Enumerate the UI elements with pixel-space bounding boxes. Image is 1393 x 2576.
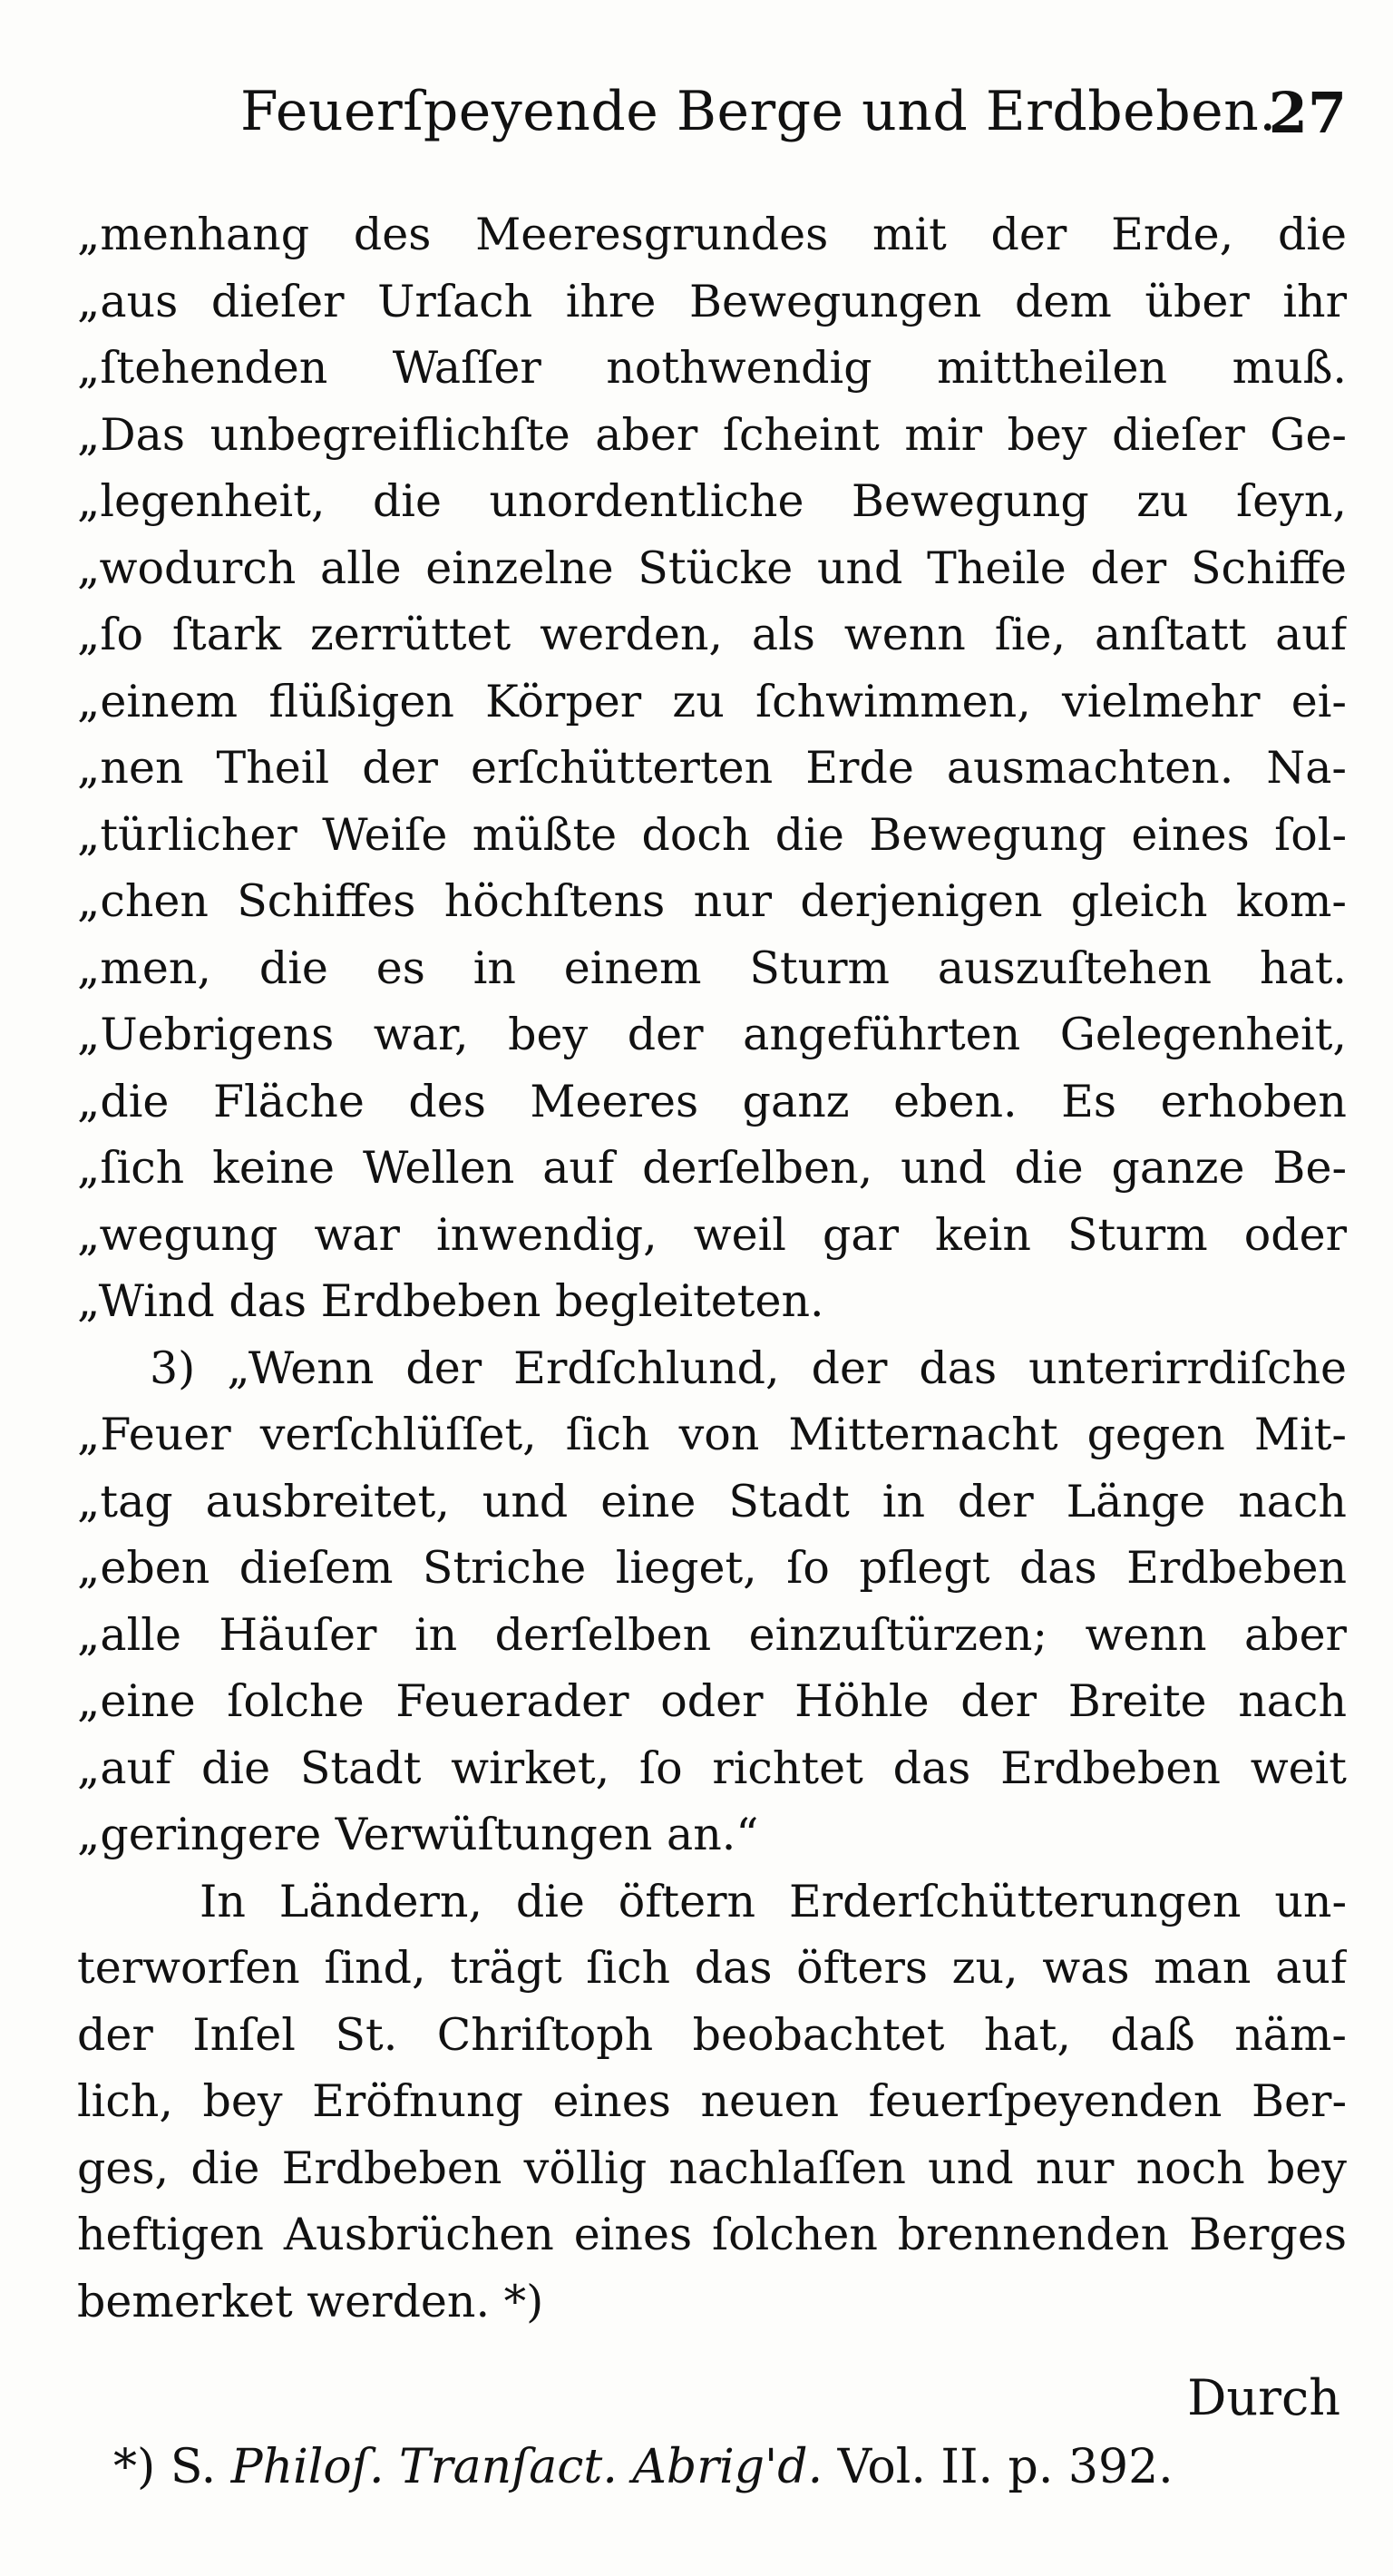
text-line: „ſich keine Wellen auf derſelben, und die ganze Be- xyxy=(77,1142,1347,1194)
text-line: bemerket werden. *) xyxy=(77,2275,544,2327)
text-line: „Uebrigens war, bey der angeführten Gelegenheit, xyxy=(77,1009,1347,1060)
text-line: „alle Häuſer in derſelben einzuſtürzen; wenn aber xyxy=(77,1608,1347,1661)
text-line: „ſtehenden Waſſer nothwendig mittheilen muß. xyxy=(77,342,1347,394)
footnote xyxy=(113,2440,1174,2494)
text-line: „men, die es in einem Sturm auszuſtehen hat. xyxy=(77,942,1347,994)
text-line: 3) „Wenn der Erdſchlund, der das unterirrdiſche xyxy=(150,1342,1347,1394)
text-line: „Wind das Erdbeben begleiteten. xyxy=(77,1275,824,1327)
text-line: „chen Schiffes höchſtens nur derjenigen gleich kom- xyxy=(77,875,1347,927)
text-line: terworfen ſind, trägt ſich das öfters zu, was man auf xyxy=(77,1942,1347,1994)
text-line: In Ländern, die öftern Erderſchütterungen un- xyxy=(200,1875,1347,1927)
text-line: „aus dieſer Urſach ihre Bewegungen dem über ihr xyxy=(77,275,1347,327)
page-header xyxy=(240,80,1347,161)
text-line: „eine ſolche Feuerader oder Höhle der Breite nach xyxy=(77,1675,1347,1727)
text-line: „Das unbegreiflichſte aber ſcheint mir bey dieſer Ge- xyxy=(77,408,1347,461)
text-line: „ſo ſtark zerrüttet werden, als wenn ſie, anſtatt auf xyxy=(77,609,1347,660)
page-number: 27 xyxy=(1268,80,1347,146)
footnote-source-title: Philoſ. Tranſact. Abrig'd. xyxy=(230,2440,823,2494)
text-line: „geringere Verwüſtungen an.“ xyxy=(77,1809,759,1860)
text-line: „Feuer verſchlüſſet, ſich von Mitternacht gegen Mit- xyxy=(77,1409,1347,1460)
body-text xyxy=(77,201,1347,2335)
text-line: „wodurch alle einzelne Stücke und Theile der Schiffe xyxy=(77,542,1347,594)
footnote-volume-page: Vol. II. p. 392. xyxy=(837,2440,1174,2494)
text-line: „menhang des Meeresgrundes mit der Erde, die xyxy=(77,209,1347,260)
text-line: lich, bey Eröfnung eines neuen feuerſpeyenden Ber- xyxy=(77,2075,1347,2127)
footnote-prefix: S. xyxy=(170,2440,217,2494)
text-line: heftigen Ausbrüchen eines ſolchen brennenden Berges xyxy=(77,2209,1347,2260)
footnote-marker: *) xyxy=(113,2440,156,2494)
text-line: „legenheit, die unordentliche Bewegung zu ſeyn, xyxy=(77,475,1347,527)
text-line: „nen Theil der erſchütterten Erde ausmachten. Na- xyxy=(77,742,1347,794)
text-line: „die Fläche des Meeres ganz eben. Es erhoben xyxy=(77,1075,1347,1127)
text-line: „eben dieſem Striche lieget, ſo pflegt das Erdbeben xyxy=(77,1542,1347,1594)
text-line: der Inſel St. Chriſtoph beobachtet hat, daß näm- xyxy=(77,2008,1347,2061)
running-head: Feuerſpeyende Berge und Erdbeben. xyxy=(240,80,1277,143)
catchword: Durch xyxy=(1187,2369,1340,2426)
text-line: „wegung war inwendig, weil gar kein Sturm oder xyxy=(77,1208,1347,1261)
text-line: „auf die Stadt wirket, ſo richtet das Erdbeben weit xyxy=(77,1742,1347,1794)
text-line: ges, die Erdbeben völlig nachlaſſen und nur noch bey xyxy=(77,2142,1347,2194)
text-line: „einem flüßigen Körper zu ſchwimmen, vielmehr ei- xyxy=(77,675,1347,727)
text-line: „tag ausbreitet, und eine Stadt in der Länge nach xyxy=(77,1475,1347,1527)
text-line: „türlicher Weiſe müßte doch die Bewegung eines ſol- xyxy=(77,808,1347,861)
